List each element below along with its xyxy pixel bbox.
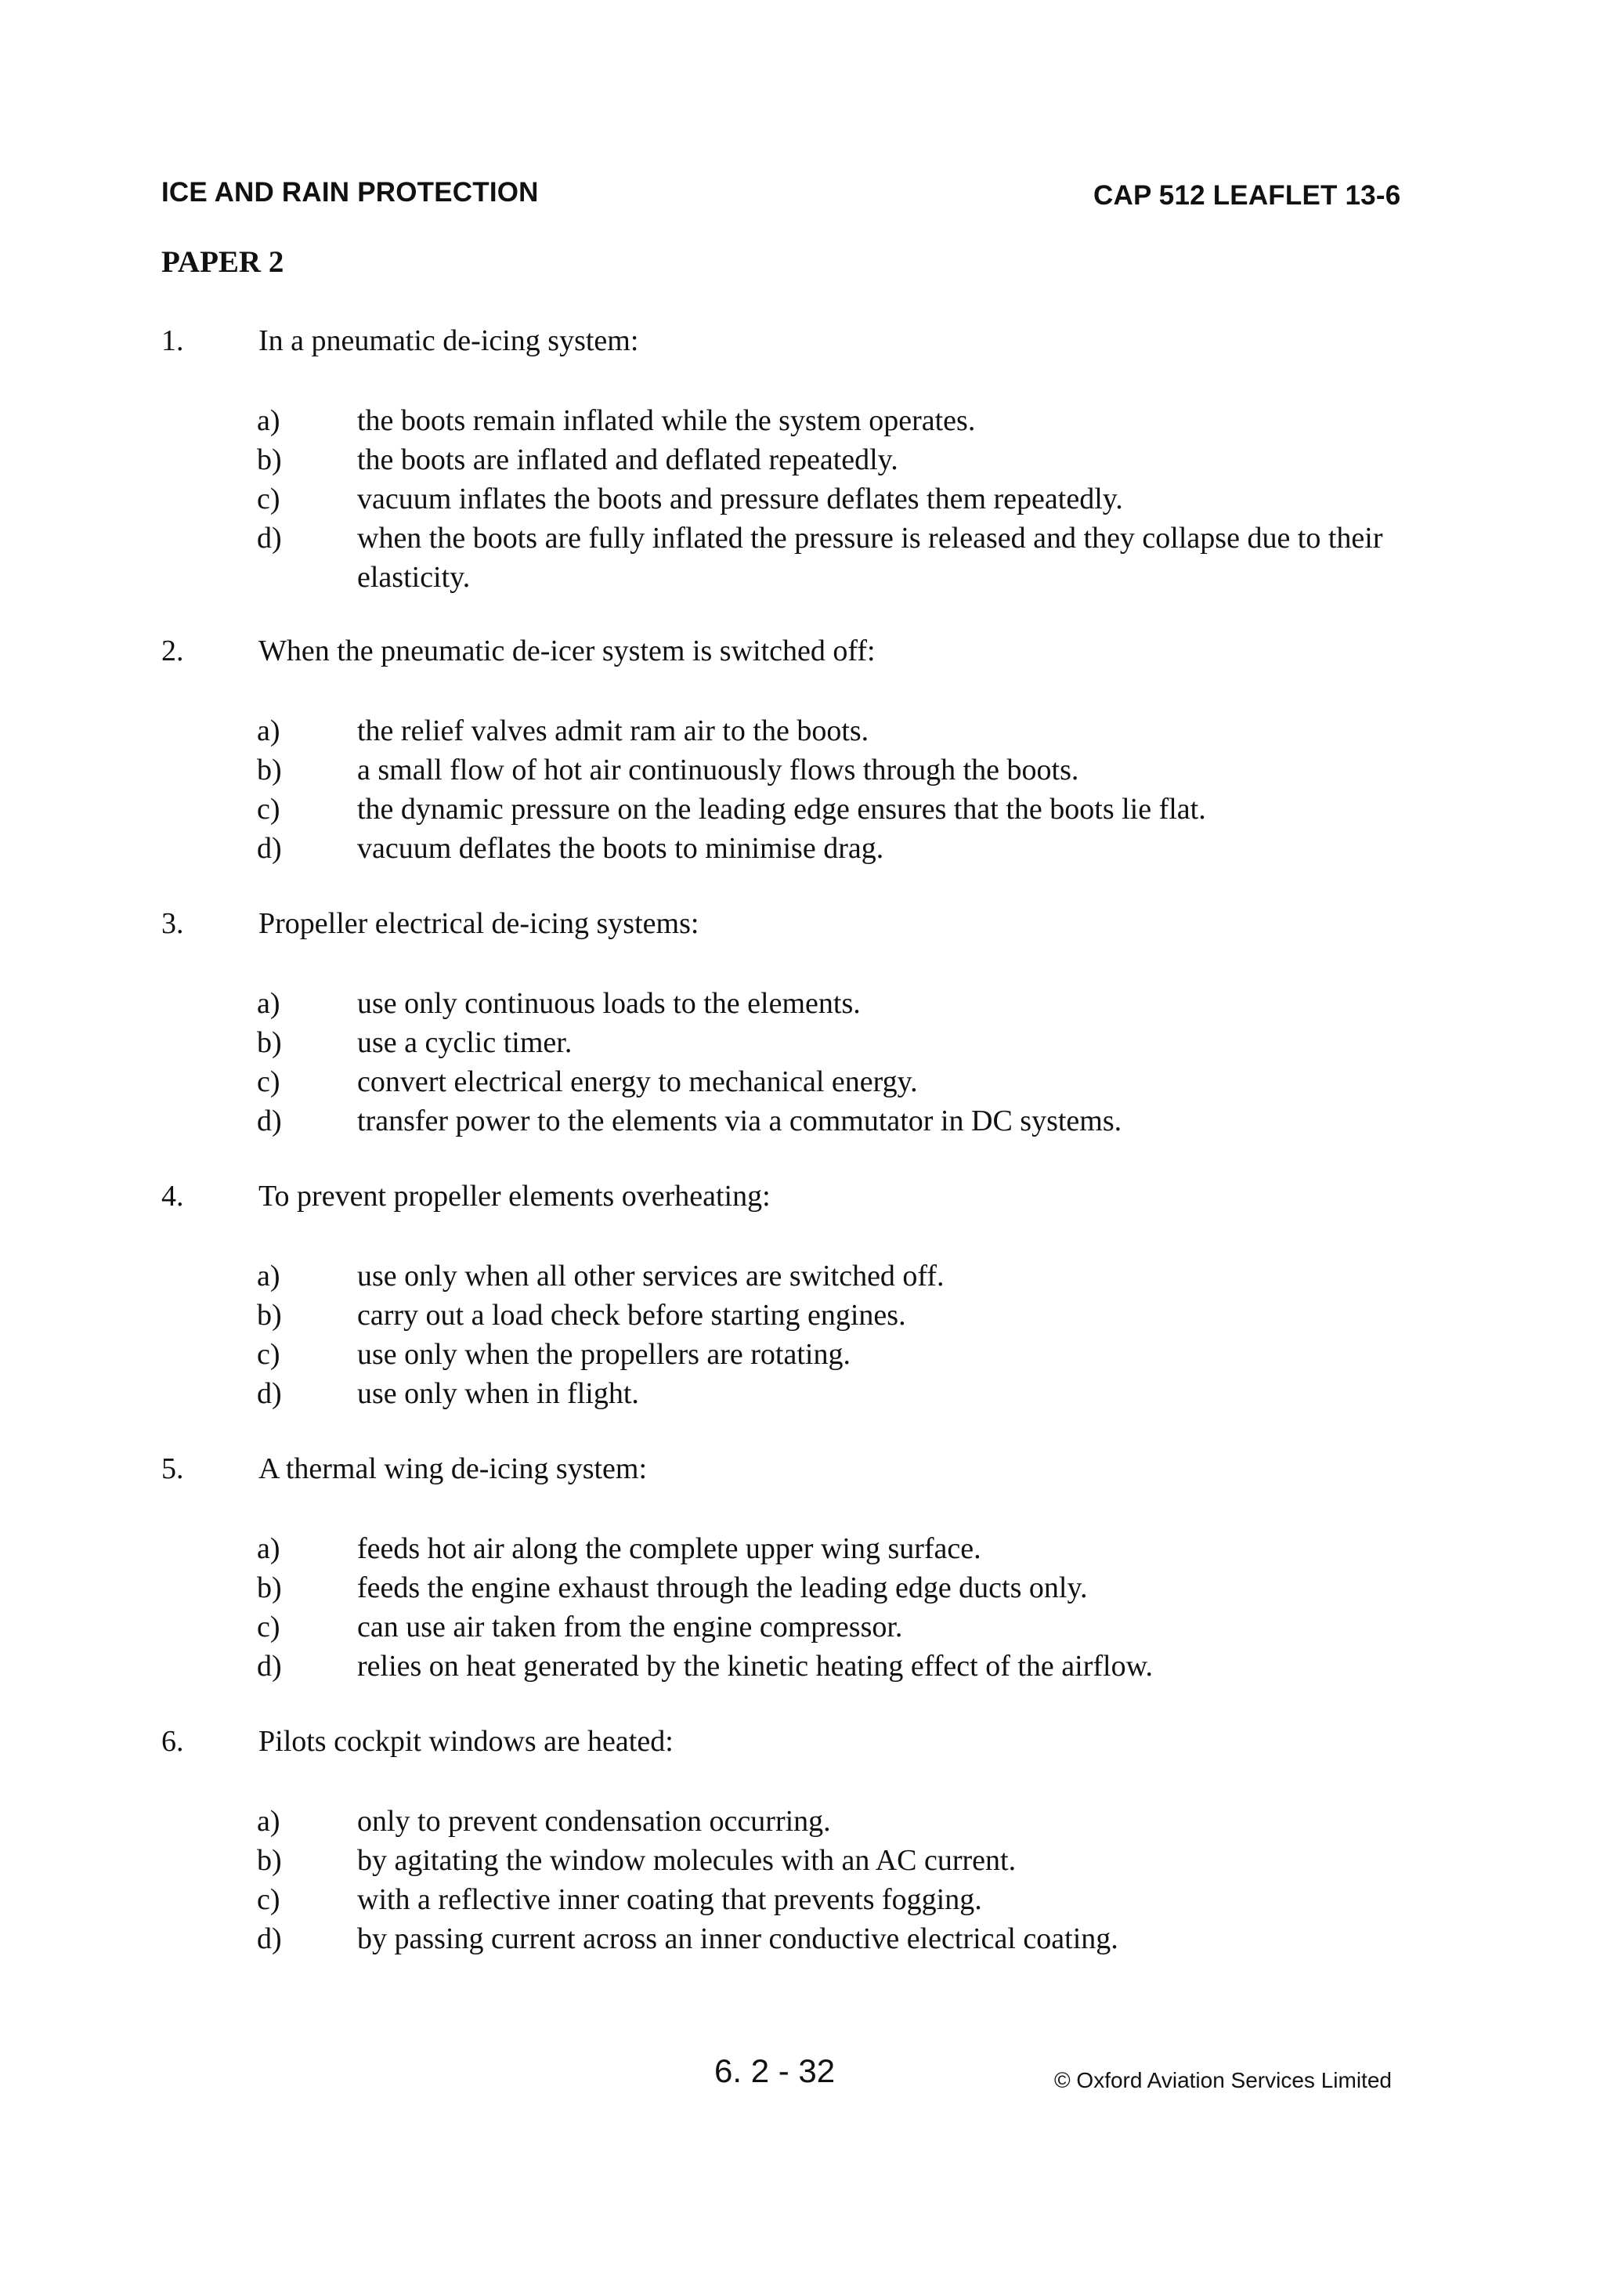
option-letter: c) [257,793,280,826]
option-text: only to prevent condensation occurring. [357,1805,831,1838]
option-letter: a) [257,1260,280,1293]
question-number: 2. [161,635,184,667]
option-text: vacuum deflates the boots to minimise drag. [357,832,884,865]
option-letter: d) [257,1377,282,1410]
option-c [0,1880,1604,1919]
question-number: 1. [161,324,184,357]
option-text: carry out a load check before starting engines. [357,1299,906,1332]
option-letter: d) [257,1105,282,1137]
option-letter: b) [257,754,282,786]
question-number: 5. [161,1452,184,1485]
page-number: 6. 2 - 32 [714,2052,836,2089]
copyright-notice: © Oxford Aviation Services Limited [1054,2068,1392,2092]
option-d [0,1101,1604,1141]
option-text: use only continuous loads to the elements. [357,987,861,1020]
option-text: use only when all other services are switched off. [357,1260,945,1293]
option-letter: d) [257,1650,282,1683]
option-letter: c) [257,1065,280,1098]
option-a [0,711,1604,750]
option-letter: c) [257,1611,280,1643]
option-a [0,984,1604,1023]
option-letter: a) [257,1805,280,1838]
header-leaflet-ref: CAP 512 LEAFLET 13-6 [1093,180,1401,211]
option-list [0,711,1604,868]
option-list [0,401,1604,597]
option-d [0,1647,1604,1686]
option-d [0,1919,1604,1958]
option-letter: b) [257,1844,282,1877]
option-text: vacuum inflates the boots and pressure deflates them repeatedly. [357,483,1123,515]
option-b [0,750,1604,790]
option-text: relies on heat generated by the kinetic heating effect of the airflow. [357,1650,1154,1683]
question-stem: A thermal wing de-icing system: [258,1452,648,1485]
question-stem: When the pneumatic de-icer system is switched off: [258,635,876,667]
option-text: with a reflective inner coating that prevents fogging. [357,1883,982,1916]
option-letter: a) [257,987,280,1020]
option-letter: a) [257,1532,280,1565]
option-text: feeds hot air along the complete upper wing surface. [357,1532,981,1565]
option-letter: d) [257,832,282,865]
option-list [0,1802,1604,1958]
option-text: feeds the engine exhaust through the leading edge ducts only. [357,1571,1088,1604]
question-stem: Pilots cockpit windows are heated: [258,1725,674,1758]
question-number: 3. [161,907,184,940]
option-text: can use air taken from the engine compressor. [357,1611,903,1643]
option-a [0,1256,1604,1296]
option-d [0,829,1604,868]
option-letter: c) [257,483,280,515]
option-d [0,519,1604,597]
option-list [0,1256,1604,1413]
option-letter: b) [257,443,282,476]
option-text: use a cyclic timer. [357,1026,573,1059]
option-c [0,1335,1604,1374]
option-text: the dynamic pressure on the leading edge ensures that the boots lie flat. [357,793,1206,826]
question-number: 4. [161,1180,184,1213]
option-c [0,1607,1604,1647]
option-letter: c) [257,1883,280,1916]
option-text: when the boots are fully inflated the pressure is released and they collapse due to their elasticity. [357,522,1383,594]
option-text: the boots are inflated and deflated repeatedly. [357,443,898,476]
option-text: the boots remain inflated while the system operates. [357,404,976,437]
option-text: use only when in flight. [357,1377,639,1410]
option-a [0,401,1604,440]
option-b [0,1568,1604,1607]
option-list [0,1529,1604,1686]
option-text: the relief valves admit ram air to the boots. [357,714,869,747]
header-title: ICE AND RAIN PROTECTION [161,177,539,208]
option-text: a small flow of hot air continuously flows through the boots. [357,754,1079,786]
option-text: by passing current across an inner conductive electrical coating. [357,1922,1118,1955]
option-letter: d) [257,1922,282,1955]
option-letter: a) [257,404,280,437]
option-text: by agitating the window molecules with an AC current. [357,1844,1017,1877]
option-b [0,1296,1604,1335]
paper-title: PAPER 2 [161,245,284,279]
option-b [0,1841,1604,1880]
option-text: transfer power to the elements via a commutator in DC systems. [357,1105,1122,1137]
option-a [0,1802,1604,1841]
question-stem: In a pneumatic de-icing system: [258,324,639,357]
option-letter: b) [257,1299,282,1332]
option-letter: b) [257,1571,282,1604]
option-d [0,1374,1604,1413]
option-c [0,479,1604,519]
option-b [0,440,1604,479]
option-c [0,1062,1604,1101]
option-a [0,1529,1604,1568]
question-number: 6. [161,1725,184,1758]
option-list [0,984,1604,1141]
option-c [0,790,1604,829]
option-b [0,1023,1604,1062]
option-letter: d) [257,522,282,555]
option-letter: a) [257,714,280,747]
option-text: convert electrical energy to mechanical energy. [357,1065,918,1098]
option-letter: c) [257,1338,280,1371]
question-stem: Propeller electrical de-icing systems: [258,907,699,940]
option-text: use only when the propellers are rotating. [357,1338,851,1371]
option-letter: b) [257,1026,282,1059]
question-stem: To prevent propeller elements overheating: [258,1180,771,1213]
